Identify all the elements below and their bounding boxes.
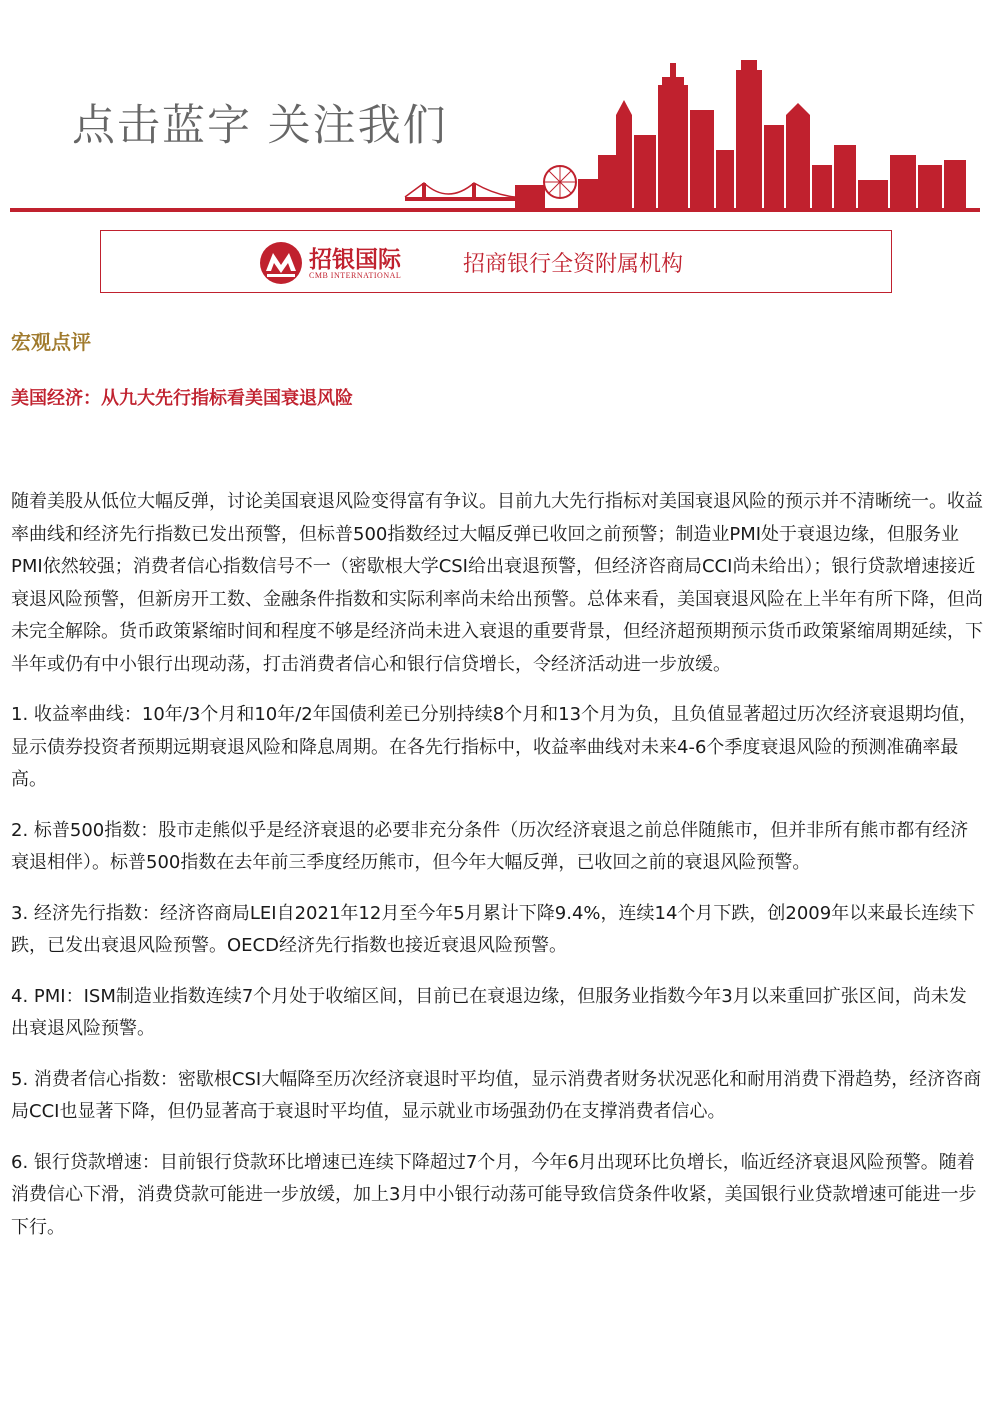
paragraph-summary: 随着美股从低位大幅反弹，讨论美国衰退风险变得富有争议。目前九大先行指标对美国衰退风险的预示并不清晰统一。收益率曲线和经济先行指数已发出预警，但标普500指数经过大幅反弹已收回之前预警；制造业PMI处于衰退边缘，但服务业PMI依然较强；消费者信心指数信号不一（密歇根大学CSI给出衰退预警，但经济咨商局CCI尚未给出）；银行贷款增速接近衰退风险预警，但新房开工数、金融条件指数和实际利率尚未给出预警。总体来看，美国衰退风险在上半年有所下降，但尚未完全解除。货币政策紧缩时间和程度不够是经济尚未进入衰退的重要背景，但经济超预期预示货币政策紧缩周期延续，下半年或仍有中小银行出现动荡，打击消费者信心和银行信贷增长，令经济活动进一步放缓。 [11, 491, 983, 675]
brand-box [100, 230, 892, 293]
paragraph-bank-loans: 6. 银行贷款增速：目前银行贷款环比增速已连续下降超过7个月，今年6月出现环比负增长，临近经济衰退风险预警。随着消费信心下滑，消费贷款可能进一步放缓，加上3月中小银行动荡可能导致信贷条件收紧，美国银行业贷款增速可能进一步下行。 [11, 1151, 977, 1238]
paragraph-pmi: 4. PMI：ISM制造业指数连续7个月处于收缩区间，目前已在衰退边缘，但服务业指数今年3月以来重回扩张区间，尚未发出衰退风险预警。 [11, 985, 967, 1039]
cmbi-logo-icon [259, 241, 303, 285]
header-banner [0, 0, 992, 215]
brand-tagline: 招商银行全资附属机构 [463, 252, 684, 277]
article-body [11, 486, 983, 1262]
paragraph-consumer-confidence: 5. 消费者信心指数：密歇根CSI大幅降至历次经济衰退时平均值，显示消费者财务状况恶化和耐用消费下滑趋势，经济咨商局CCI也显著下降，但仍显著高于衰退时平均值，显示就业市场强劲仍在支撑消费者信心。 [11, 1068, 982, 1122]
paragraph-yield-curve: 1. 收益率曲线：10年/3个月和10年/2年国债利差已分别持续8个月和13个月为负，且负值显著超过历次经济衰退期均值，显示债券投资者预期远期衰退风险和降息周期。在各先行指标中，收益率曲线对未来4-6个季度衰退风险的预测准确率最高。 [11, 704, 978, 790]
paragraph-leading-index: 3. 经济先行指数：经济咨商局LEI自2021年12月至今年5月累计下降9.4%，连续14个月下跌，创2009年以来最长连续下跌，已发出衰退风险预警。OECD经济先行指数也接近衰退风险预警。 [11, 902, 976, 956]
header-divider [10, 208, 980, 212]
brand-name-en: CMB INTERNATIONAL [309, 271, 402, 280]
brand-name-cn: 招银国际 [309, 246, 401, 273]
follow-us-title[interactable]: 点击蓝字 关注我们 [72, 101, 448, 151]
article-title: 美国经济：从九大先行指标看美国衰退风险 [11, 388, 353, 409]
city-skyline-illustration [400, 55, 980, 215]
section-label: 宏观点评 [11, 330, 91, 354]
paragraph-sp500: 2. 标普500指数：股市走熊似乎是经济衰退的必要非充分条件（历次经济衰退之前总伴随熊市，但并非所有熊市都有经济衰退相伴）。标普500指数在去年前三季度经历熊市，但今年大幅反弹，已收回之前的衰退风险预警。 [11, 819, 969, 873]
